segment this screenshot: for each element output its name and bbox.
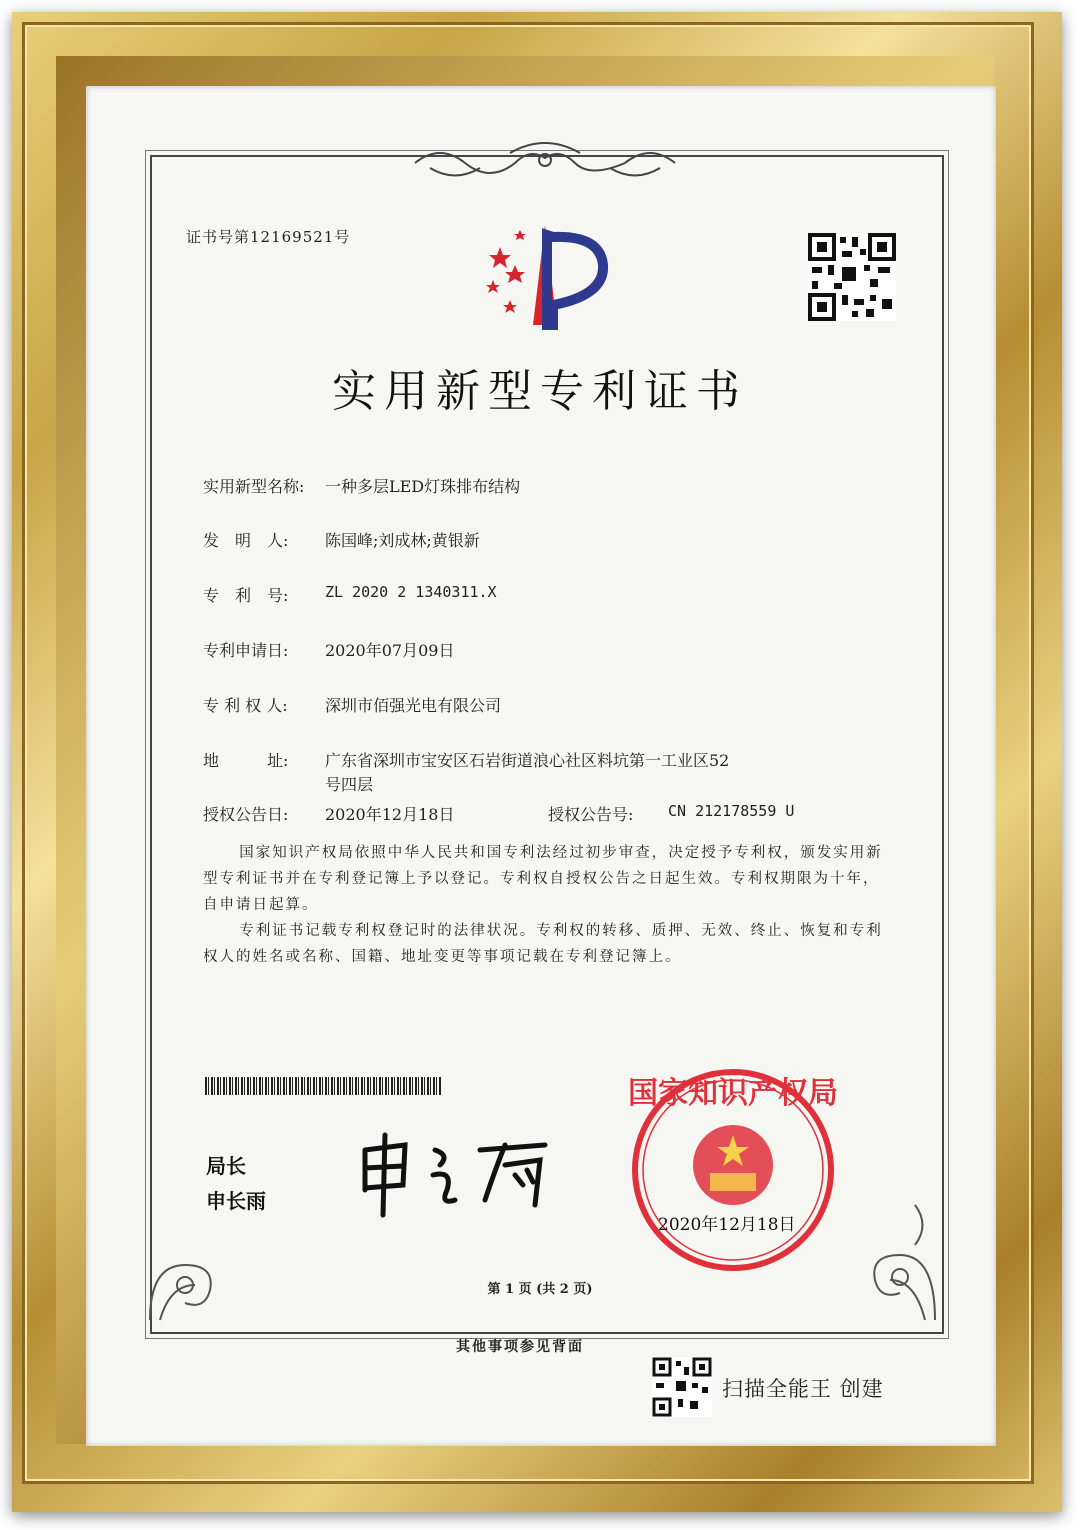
seal-text: 国家知识产权局: [628, 1076, 838, 1111]
application-date-value: 2020年07月09日: [325, 641, 455, 660]
grant-date-label: 授权公告日:: [203, 805, 289, 824]
grant-date-value: 2020年12月18日: [325, 805, 455, 824]
address-label: 地 址:: [203, 751, 289, 770]
certificate-paragraph-2: 专利证书记载专利权登记时的法律状况。专利权的转移、质押、无效、终止、恢复和专利权人的姓名或名称、国籍、地址变更等事项记载在专利登记簿上。: [203, 923, 883, 965]
corner-ornament-left-icon: [140, 1225, 230, 1325]
grant-number-value: CN 212178559 U: [668, 802, 795, 820]
patentee-value: 深圳市佰强光电有限公司: [325, 696, 502, 715]
seal-date: 2020年12月18日: [658, 1215, 796, 1235]
qr-code-icon: [808, 233, 896, 321]
certificate-title: 实用新型专利证书: [332, 366, 748, 417]
director-name: 申长雨: [206, 1189, 266, 1213]
director-title: 局长: [206, 1154, 246, 1178]
top-ornament-icon: [410, 138, 680, 188]
utility-model-name-label: 实用新型名称:: [203, 477, 305, 496]
corner-ornament-right-icon: [855, 1195, 945, 1325]
certificate-paragraph-1: 国家知识产权局依照中华人民共和国专利法经过初步审查，决定授予专利权，颁发实用新型专利证书并在专利登记簿上予以登记。专利权自授权公告之日起生效。专利权期限为十年，自申请日起算。: [203, 845, 883, 913]
scanner-qr-icon: [652, 1357, 712, 1417]
utility-model-name-value: 一种多层LED灯珠排布结构: [325, 477, 521, 496]
cnipa-logo-icon: [475, 225, 615, 330]
inventor-value: 陈国峰;刘成林;黄银新: [325, 531, 480, 550]
patentee-label: 专 利 权 人:: [203, 696, 288, 715]
grant-number-label: 授权公告号:: [548, 805, 634, 824]
inventor-label: 发 明 人:: [203, 531, 289, 550]
footer-note: 其他事项参见背面: [456, 1339, 584, 1355]
address-value-line1: 广东省深圳市宝安区石岩街道浪心社区料坑第一工业区52: [325, 751, 730, 770]
certificate-number: 证书号第12169521号: [186, 228, 351, 246]
patent-number-value: ZL 2020 2 1340311.X: [325, 583, 497, 601]
application-date-label: 专利申请日:: [203, 641, 289, 660]
scanner-note: 扫描全能王 创建: [722, 1377, 884, 1401]
official-seal: [628, 1065, 838, 1275]
barcode-icon: [205, 1077, 441, 1095]
address-value-line2: 号四层: [325, 775, 374, 794]
page-info: 第 1 页 (共 2 页): [487, 1282, 593, 1297]
patent-number-label: 专 利 号:: [203, 586, 289, 605]
director-signature: [355, 1130, 555, 1220]
